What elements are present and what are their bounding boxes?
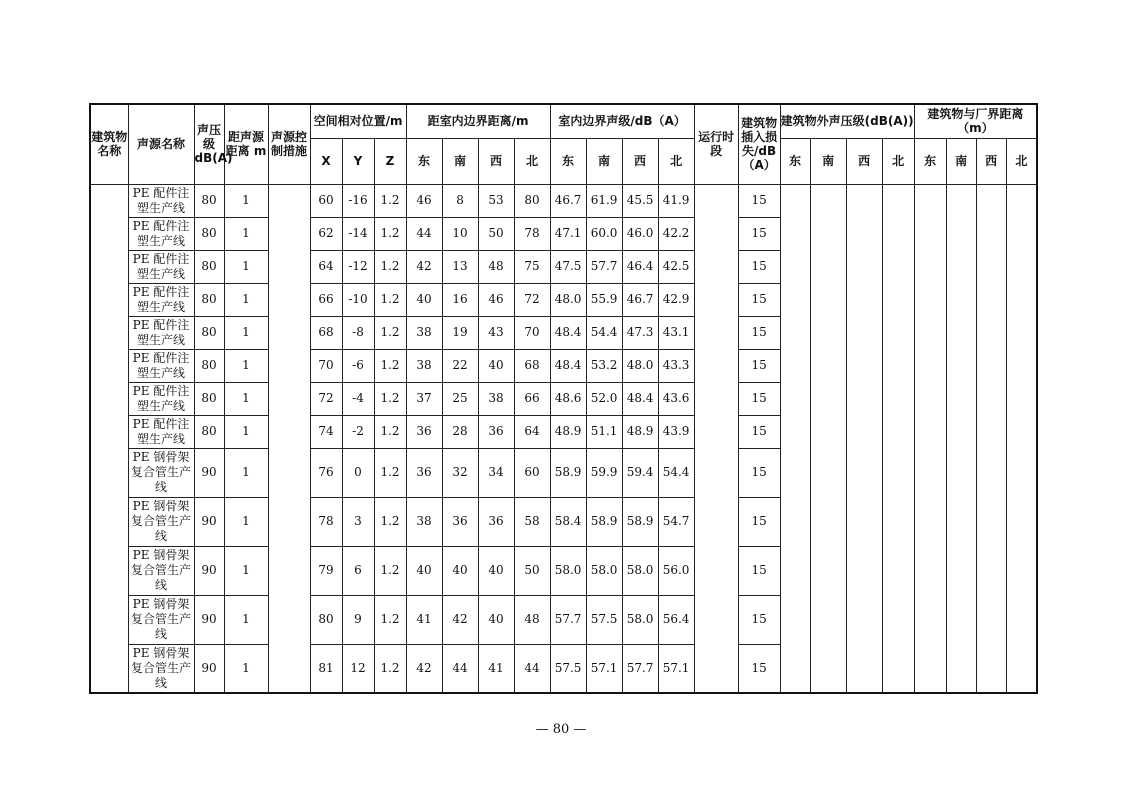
dist-north-cell: 70 — [514, 316, 550, 349]
level-north-cell: 43.3 — [658, 349, 694, 382]
dist-south-cell: 44 — [442, 644, 478, 693]
dist-north-cell: 75 — [514, 250, 550, 283]
distance-cell: 1 — [224, 415, 268, 448]
sound-pressure-cell: 90 — [194, 644, 224, 693]
level-north-cell: 54.4 — [658, 448, 694, 497]
out-south-cell — [810, 184, 846, 693]
dist-north-cell: 78 — [514, 217, 550, 250]
z-cell: 1.2 — [374, 546, 406, 595]
insertion-loss-cell: 15 — [738, 644, 780, 693]
y-cell: 9 — [342, 595, 374, 644]
level-east-cell: 58.0 — [550, 546, 586, 595]
header-x: X — [310, 138, 342, 184]
header-dist-west: 西 — [478, 138, 514, 184]
source-name-cell: PE 配件注塑生产线 — [128, 382, 194, 415]
header-sound-pressure: 声压级dB(A) — [194, 104, 224, 184]
dist-south-cell: 40 — [442, 546, 478, 595]
z-cell: 1.2 — [374, 644, 406, 693]
dist-south-cell: 13 — [442, 250, 478, 283]
level-north-cell: 54.7 — [658, 497, 694, 546]
y-cell: -16 — [342, 184, 374, 217]
x-cell: 78 — [310, 497, 342, 546]
header-plant-east: 东 — [914, 138, 946, 184]
level-north-cell: 57.1 — [658, 644, 694, 693]
table-row — [90, 184, 1037, 217]
header-source-name: 声源名称 — [128, 104, 194, 184]
dist-west-cell: 53 — [478, 184, 514, 217]
header-out-south: 南 — [810, 138, 846, 184]
out-north-cell — [882, 184, 914, 693]
sound-pressure-cell: 90 — [194, 546, 224, 595]
page-number: — 80 — — [535, 722, 587, 737]
level-west-cell: 48.9 — [622, 415, 658, 448]
header-run-period: 运行时段 — [694, 104, 738, 184]
dist-south-cell: 36 — [442, 497, 478, 546]
table-body — [90, 184, 1037, 693]
level-west-cell: 45.5 — [622, 184, 658, 217]
source-name-cell: PE 配件注塑生产线 — [128, 316, 194, 349]
level-west-cell: 46.4 — [622, 250, 658, 283]
header-indoor-level: 室内边界声级/dB（A） — [550, 104, 694, 138]
header-indoor-distance: 距室内边界距离/m — [406, 104, 550, 138]
x-cell: 76 — [310, 448, 342, 497]
header-building-name: 建筑物名称 — [90, 104, 128, 184]
noise-source-table — [89, 103, 1038, 694]
header-out-north: 北 — [882, 138, 914, 184]
distance-cell: 1 — [224, 217, 268, 250]
dist-east-cell: 42 — [406, 250, 442, 283]
plant-south-cell — [946, 184, 976, 693]
level-north-cell: 56.0 — [658, 546, 694, 595]
dist-north-cell: 72 — [514, 283, 550, 316]
dist-east-cell: 36 — [406, 415, 442, 448]
insertion-loss-cell: 15 — [738, 283, 780, 316]
sound-pressure-cell: 80 — [194, 349, 224, 382]
level-west-cell: 46.7 — [622, 283, 658, 316]
source-name-cell: PE 钢骨架复合管生产线 — [128, 595, 194, 644]
dist-west-cell: 43 — [478, 316, 514, 349]
dist-east-cell: 37 — [406, 382, 442, 415]
z-cell: 1.2 — [374, 415, 406, 448]
dist-south-cell: 32 — [442, 448, 478, 497]
z-cell: 1.2 — [374, 217, 406, 250]
level-east-cell: 47.1 — [550, 217, 586, 250]
level-east-cell: 48.9 — [550, 415, 586, 448]
distance-cell: 1 — [224, 283, 268, 316]
level-north-cell: 43.6 — [658, 382, 694, 415]
level-north-cell: 41.9 — [658, 184, 694, 217]
distance-cell: 1 — [224, 250, 268, 283]
dist-west-cell: 36 — [478, 415, 514, 448]
header-insertion-loss: 建筑物插入损失/dB（A） — [738, 104, 780, 184]
distance-cell: 1 — [224, 497, 268, 546]
level-west-cell: 57.7 — [622, 644, 658, 693]
plant-north-cell — [1006, 184, 1037, 693]
header-y: Y — [342, 138, 374, 184]
z-cell: 1.2 — [374, 448, 406, 497]
level-east-cell: 57.5 — [550, 644, 586, 693]
x-cell: 80 — [310, 595, 342, 644]
source-name-cell: PE 钢骨架复合管生产线 — [128, 448, 194, 497]
sound-pressure-cell: 80 — [194, 316, 224, 349]
dist-north-cell: 50 — [514, 546, 550, 595]
y-cell: -12 — [342, 250, 374, 283]
distance-cell: 1 — [224, 184, 268, 217]
distance-cell: 1 — [224, 316, 268, 349]
dist-east-cell: 46 — [406, 184, 442, 217]
header-level-west: 西 — [622, 138, 658, 184]
out-east-cell — [780, 184, 810, 693]
level-south-cell: 57.7 — [586, 250, 622, 283]
dist-south-cell: 28 — [442, 415, 478, 448]
x-cell: 64 — [310, 250, 342, 283]
source-name-cell: PE 钢骨架复合管生产线 — [128, 497, 194, 546]
dist-north-cell: 48 — [514, 595, 550, 644]
level-south-cell: 58.9 — [586, 497, 622, 546]
source-name-cell: PE 配件注塑生产线 — [128, 349, 194, 382]
level-west-cell: 47.3 — [622, 316, 658, 349]
x-cell: 79 — [310, 546, 342, 595]
level-north-cell: 43.9 — [658, 415, 694, 448]
level-west-cell: 48.0 — [622, 349, 658, 382]
y-cell: -10 — [342, 283, 374, 316]
dist-north-cell: 60 — [514, 448, 550, 497]
control-cell — [268, 184, 310, 693]
source-name-cell: PE 配件注塑生产线 — [128, 184, 194, 217]
y-cell: -8 — [342, 316, 374, 349]
level-north-cell: 42.9 — [658, 283, 694, 316]
dist-east-cell: 40 — [406, 546, 442, 595]
sound-pressure-cell: 90 — [194, 497, 224, 546]
insertion-loss-cell: 15 — [738, 184, 780, 217]
run-period-cell — [694, 184, 738, 693]
insertion-loss-cell: 15 — [738, 448, 780, 497]
x-cell: 74 — [310, 415, 342, 448]
level-north-cell: 42.5 — [658, 250, 694, 283]
level-north-cell: 43.1 — [658, 316, 694, 349]
level-south-cell: 60.0 — [586, 217, 622, 250]
level-north-cell: 56.4 — [658, 595, 694, 644]
level-east-cell: 57.7 — [550, 595, 586, 644]
source-name-cell: PE 钢骨架复合管生产线 — [128, 644, 194, 693]
x-cell: 68 — [310, 316, 342, 349]
sound-pressure-cell: 90 — [194, 595, 224, 644]
header-control: 声源控制措施 — [268, 104, 310, 184]
dist-east-cell: 38 — [406, 349, 442, 382]
level-west-cell: 58.0 — [622, 546, 658, 595]
dist-north-cell: 64 — [514, 415, 550, 448]
x-cell: 62 — [310, 217, 342, 250]
dist-west-cell: 40 — [478, 546, 514, 595]
y-cell: -4 — [342, 382, 374, 415]
level-south-cell: 58.0 — [586, 546, 622, 595]
dist-north-cell: 80 — [514, 184, 550, 217]
level-east-cell: 48.0 — [550, 283, 586, 316]
y-cell: 6 — [342, 546, 374, 595]
dist-west-cell: 40 — [478, 349, 514, 382]
distance-cell: 1 — [224, 595, 268, 644]
z-cell: 1.2 — [374, 497, 406, 546]
header-plant-distance: 建筑物与厂界距离（m） — [914, 104, 1037, 138]
distance-cell: 1 — [224, 349, 268, 382]
dist-north-cell: 44 — [514, 644, 550, 693]
sound-pressure-cell: 80 — [194, 184, 224, 217]
dist-east-cell: 41 — [406, 595, 442, 644]
y-cell: 12 — [342, 644, 374, 693]
dist-west-cell: 46 — [478, 283, 514, 316]
building-name-cell — [90, 184, 128, 693]
z-cell: 1.2 — [374, 184, 406, 217]
header-plant-west: 西 — [976, 138, 1006, 184]
insertion-loss-cell: 15 — [738, 382, 780, 415]
insertion-loss-cell: 15 — [738, 497, 780, 546]
insertion-loss-cell: 15 — [738, 595, 780, 644]
dist-east-cell: 38 — [406, 497, 442, 546]
source-name-cell: PE 配件注塑生产线 — [128, 415, 194, 448]
x-cell: 70 — [310, 349, 342, 382]
dist-west-cell: 38 — [478, 382, 514, 415]
level-south-cell: 52.0 — [586, 382, 622, 415]
header-level-east: 东 — [550, 138, 586, 184]
x-cell: 72 — [310, 382, 342, 415]
dist-west-cell: 36 — [478, 497, 514, 546]
level-east-cell: 48.4 — [550, 349, 586, 382]
dist-east-cell: 38 — [406, 316, 442, 349]
z-cell: 1.2 — [374, 349, 406, 382]
level-west-cell: 48.4 — [622, 382, 658, 415]
distance-cell: 1 — [224, 644, 268, 693]
source-name-cell: PE 钢骨架复合管生产线 — [128, 546, 194, 595]
header-plant-south: 南 — [946, 138, 976, 184]
level-east-cell: 48.4 — [550, 316, 586, 349]
header-level-south: 南 — [586, 138, 622, 184]
dist-west-cell: 41 — [478, 644, 514, 693]
dist-east-cell: 42 — [406, 644, 442, 693]
sound-pressure-cell: 80 — [194, 217, 224, 250]
dist-north-cell: 68 — [514, 349, 550, 382]
level-south-cell: 51.1 — [586, 415, 622, 448]
header-out-east: 东 — [780, 138, 810, 184]
y-cell: 3 — [342, 497, 374, 546]
dist-west-cell: 48 — [478, 250, 514, 283]
header-out-west: 西 — [846, 138, 882, 184]
x-cell: 60 — [310, 184, 342, 217]
level-east-cell: 46.7 — [550, 184, 586, 217]
dist-west-cell: 40 — [478, 595, 514, 644]
level-west-cell: 59.4 — [622, 448, 658, 497]
level-south-cell: 57.5 — [586, 595, 622, 644]
insertion-loss-cell: 15 — [738, 546, 780, 595]
level-east-cell: 58.4 — [550, 497, 586, 546]
dist-east-cell: 36 — [406, 448, 442, 497]
level-west-cell: 58.0 — [622, 595, 658, 644]
level-south-cell: 57.1 — [586, 644, 622, 693]
level-east-cell: 48.6 — [550, 382, 586, 415]
sound-pressure-cell: 80 — [194, 415, 224, 448]
insertion-loss-cell: 15 — [738, 250, 780, 283]
source-name-cell: PE 配件注塑生产线 — [128, 283, 194, 316]
plant-west-cell — [976, 184, 1006, 693]
z-cell: 1.2 — [374, 382, 406, 415]
header-spatial-position: 空间相对位置/m — [310, 104, 406, 138]
level-south-cell: 59.9 — [586, 448, 622, 497]
header-z: Z — [374, 138, 406, 184]
level-south-cell: 61.9 — [586, 184, 622, 217]
y-cell: -6 — [342, 349, 374, 382]
header-distance: 距声源距离 m — [224, 104, 268, 184]
insertion-loss-cell: 15 — [738, 415, 780, 448]
x-cell: 81 — [310, 644, 342, 693]
insertion-loss-cell: 15 — [738, 349, 780, 382]
header-level-north: 北 — [658, 138, 694, 184]
dist-east-cell: 40 — [406, 283, 442, 316]
sound-pressure-cell: 90 — [194, 448, 224, 497]
y-cell: -2 — [342, 415, 374, 448]
header-plant-north: 北 — [1006, 138, 1037, 184]
distance-cell: 1 — [224, 448, 268, 497]
dist-south-cell: 8 — [442, 184, 478, 217]
plant-east-cell — [914, 184, 946, 693]
source-name-cell: PE 配件注塑生产线 — [128, 217, 194, 250]
sound-pressure-cell: 80 — [194, 250, 224, 283]
header-dist-east: 东 — [406, 138, 442, 184]
y-cell: -14 — [342, 217, 374, 250]
dist-south-cell: 19 — [442, 316, 478, 349]
dist-north-cell: 66 — [514, 382, 550, 415]
header-outdoor-level: 建筑物外声压级(dB(A)) — [780, 104, 914, 138]
insertion-loss-cell: 15 — [738, 217, 780, 250]
x-cell: 66 — [310, 283, 342, 316]
level-south-cell: 55.9 — [586, 283, 622, 316]
level-east-cell: 58.9 — [550, 448, 586, 497]
z-cell: 1.2 — [374, 316, 406, 349]
distance-cell: 1 — [224, 546, 268, 595]
sound-pressure-cell: 80 — [194, 382, 224, 415]
dist-east-cell: 44 — [406, 217, 442, 250]
source-name-cell: PE 配件注塑生产线 — [128, 250, 194, 283]
level-west-cell: 58.9 — [622, 497, 658, 546]
insertion-loss-cell: 15 — [738, 316, 780, 349]
level-south-cell: 54.4 — [586, 316, 622, 349]
dist-south-cell: 22 — [442, 349, 478, 382]
out-west-cell — [846, 184, 882, 693]
dist-north-cell: 58 — [514, 497, 550, 546]
dist-west-cell: 34 — [478, 448, 514, 497]
y-cell: 0 — [342, 448, 374, 497]
level-east-cell: 47.5 — [550, 250, 586, 283]
z-cell: 1.2 — [374, 595, 406, 644]
header-dist-north: 北 — [514, 138, 550, 184]
dist-west-cell: 50 — [478, 217, 514, 250]
header-dist-south: 南 — [442, 138, 478, 184]
level-south-cell: 53.2 — [586, 349, 622, 382]
level-north-cell: 42.2 — [658, 217, 694, 250]
dist-south-cell: 42 — [442, 595, 478, 644]
dist-south-cell: 16 — [442, 283, 478, 316]
z-cell: 1.2 — [374, 283, 406, 316]
distance-cell: 1 — [224, 382, 268, 415]
level-west-cell: 46.0 — [622, 217, 658, 250]
dist-south-cell: 25 — [442, 382, 478, 415]
z-cell: 1.2 — [374, 250, 406, 283]
sound-pressure-cell: 80 — [194, 283, 224, 316]
dist-south-cell: 10 — [442, 217, 478, 250]
